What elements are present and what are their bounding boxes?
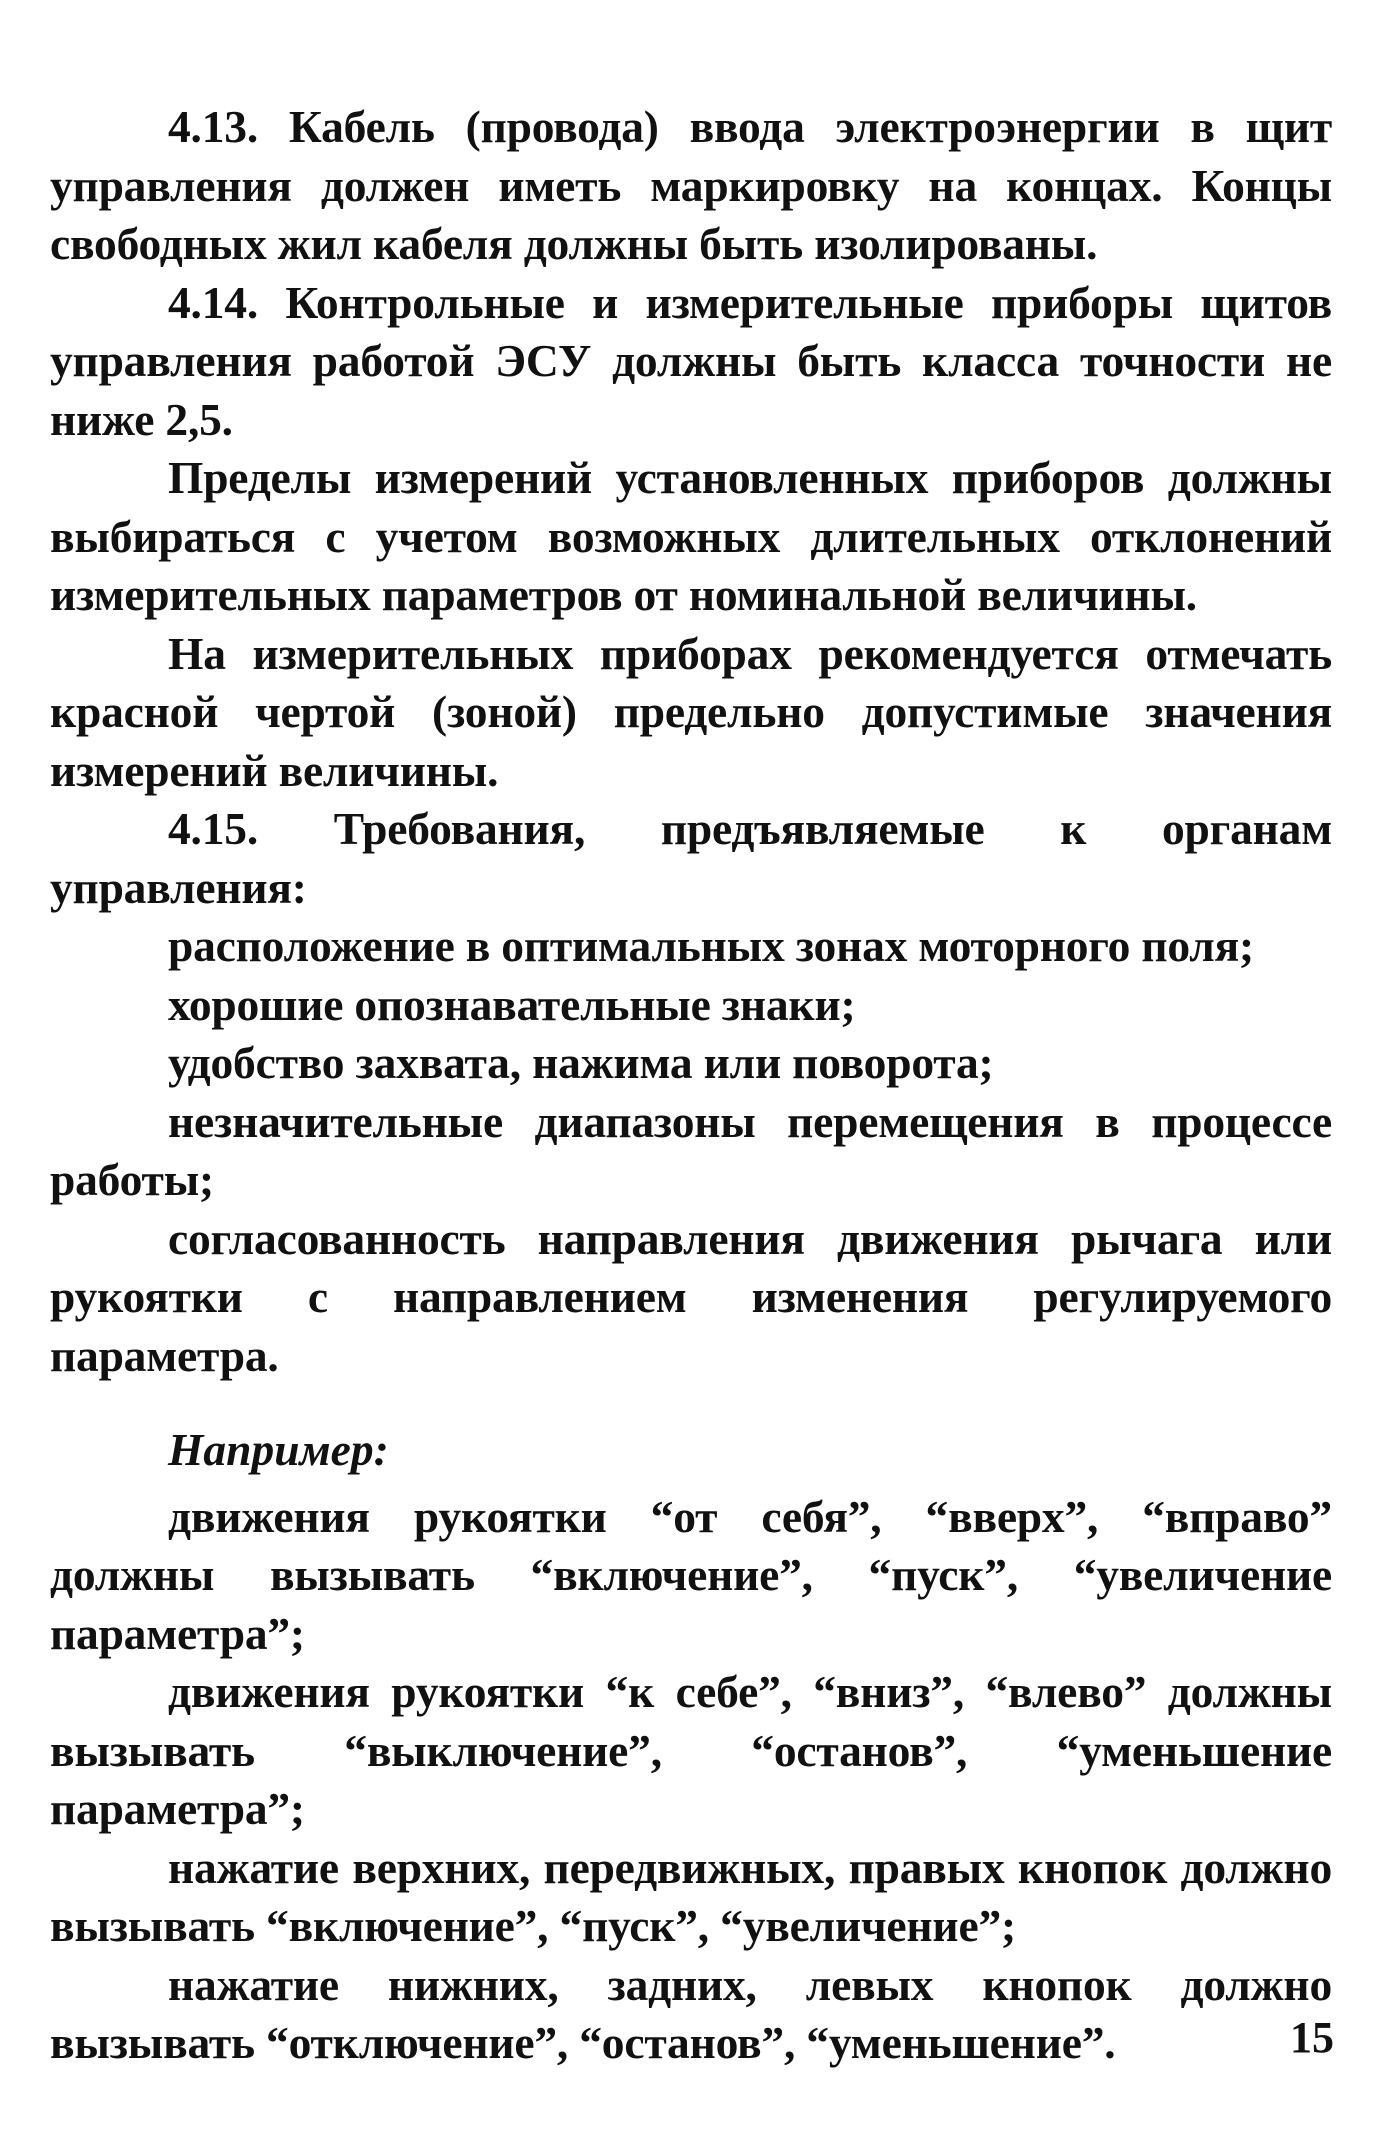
requirement-item: хорошие опознавательные знаки; — [168, 978, 856, 1030]
example-paragraph: нажатие верхних, передвижных, правых кнопок должно вызывать “включение”, “пуск”, “увеличение”; — [50, 1841, 1332, 1951]
example-paragraph: движения рукоятки “к себе”, “вниз”, “влево” должны вызывать “выключение”, “останов”, “уменьшение параметра”; — [50, 1666, 1332, 1834]
page-content — [50, 98, 1332, 2073]
requirement-item: расположение в оптимальных зонах моторного поля; — [168, 920, 1254, 971]
example-paragraph: нажатие нижних, задних, левых кнопок должно вызывать “отключение”, “останов”, “уменьшение”. — [50, 1958, 1332, 2068]
requirement-item: согласованность направления движения рычага или рукоятки с направлением изменения регулируемого параметра. — [50, 1212, 1332, 1381]
page-number: 15 — [1290, 2013, 1334, 2062]
paragraph-4-15: 4.15. Требования, предъявляемые к органам управления: — [50, 803, 1332, 913]
requirement-item: незначительные диапазоны перемещения в процессе работы; — [50, 1095, 1332, 1205]
paragraph-red-line: На измерительных приборах рекомендуется отмечать красной чертой (зоной) предельно допустимые значения измерений величины. — [50, 627, 1332, 796]
paragraph-4-14: 4.14. Контрольные и измерительные приборы щитов управления работой ЭСУ должны быть класса точности не ниже 2,5. — [50, 276, 1332, 445]
example-label: Например: — [168, 1424, 389, 1475]
example-paragraph: движения рукоятки “от себя”, “вверх”, “вправо” должны вызывать “включение”, “пуск”, “увеличение параметра”; — [50, 1490, 1332, 1659]
requirement-item: удобство захвата, нажима или поворота; — [168, 1037, 994, 1088]
paragraph-measurement-limits: Пределы измерений установленных приборов должны выбираться с учетом возможных длительных отклонений измерительных параметров от номинальной величины. — [50, 452, 1332, 620]
paragraph-4-13: 4.13. Кабель (провода) ввода электроэнергии в щит управления должен иметь маркировку на концах. Концы свободных жил кабеля должны быть изолированы. — [50, 101, 1332, 269]
